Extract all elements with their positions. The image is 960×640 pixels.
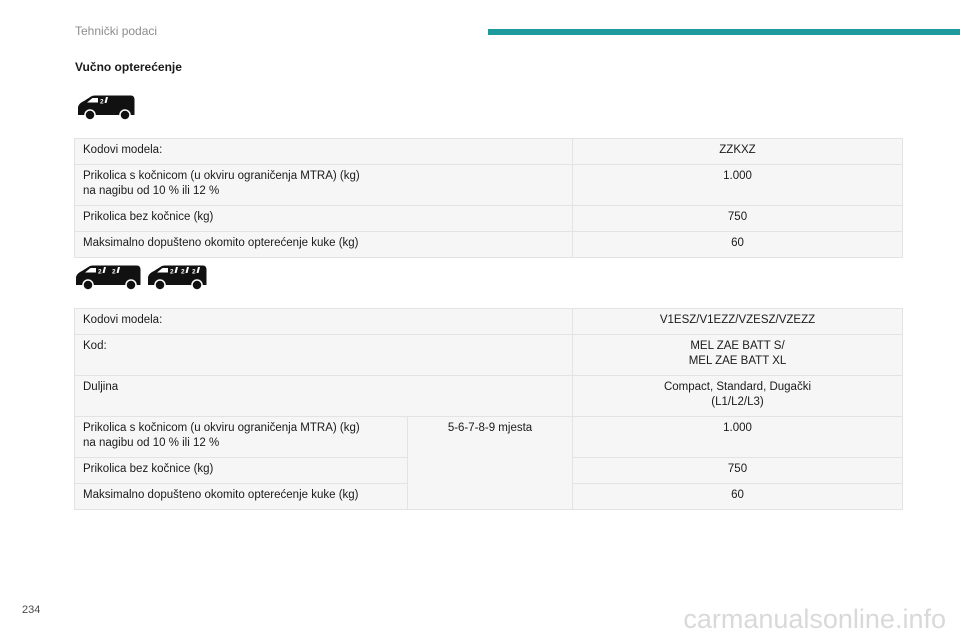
watermark: carmanualsonline.info: [683, 604, 946, 634]
table-label-cell: Maksimalno dopušteno okomito opterećenje kuke (kg): [75, 484, 408, 510]
table-row: [75, 335, 903, 376]
table-value-cell: ZZKXZ: [573, 139, 903, 165]
table-label-cell: Prikolica s kočnicom (u okviru ograničenja MTRA) (kg) na nagibu od 10 % ili 12 %: [75, 417, 408, 458]
table-label-cell: Duljina: [75, 376, 573, 417]
section-title: Vučno opterećenje: [75, 60, 182, 74]
table-value-cell: 750: [573, 206, 903, 232]
seats-cell: 5-6-7-8-9 mjesta: [408, 417, 573, 510]
table-label-cell: Kod:: [75, 335, 573, 376]
table-row: [75, 376, 903, 417]
table-label-cell: Maksimalno dopušteno okomito opterećenje kuke (kg): [75, 232, 573, 258]
svg-text:2: 2: [100, 98, 104, 106]
svg-text:2: 2: [98, 268, 102, 276]
towing-table-2: [74, 308, 903, 510]
svg-text:2: 2: [192, 268, 196, 276]
page-number: 234: [22, 604, 41, 616]
table-row: [75, 417, 903, 458]
van-short-side-icon: [74, 264, 142, 292]
svg-text:2: 2: [170, 268, 174, 276]
van-side-icon: [76, 94, 136, 122]
table-label-cell: Prikolica bez kočnice (kg): [75, 206, 573, 232]
table-value-cell: 1.000: [573, 165, 903, 206]
table-row: [75, 232, 903, 258]
table-value-cell: 750: [573, 458, 903, 484]
van-long-side-icon: [146, 264, 208, 292]
table-row: [75, 309, 903, 335]
table-value-cell: V1ESZ/V1EZZ/VZESZ/VZEZZ: [573, 309, 903, 335]
table-label-cell: Prikolica s kočnicom (u okviru ograničenja MTRA) (kg) na nagibu od 10 % ili 12 %: [75, 165, 573, 206]
table-label-cell: Kodovi modela:: [75, 139, 573, 165]
towing-table-1: [74, 138, 903, 258]
table-value-cell: Compact, Standard, Dugački (L1/L2/L3): [573, 376, 903, 417]
table-value-cell: 60: [573, 232, 903, 258]
header-title: Tehnički podaci: [75, 24, 158, 38]
table-row: [75, 165, 903, 206]
header-accent-bar: [488, 29, 960, 35]
table-row: [75, 206, 903, 232]
svg-text:2: 2: [181, 268, 185, 276]
table-value-cell: 60: [573, 484, 903, 510]
table-row: [75, 139, 903, 165]
table-value-cell: MEL ZAE BATT S/ MEL ZAE BATT XL: [573, 335, 903, 376]
table-label-cell: Prikolica bez kočnice (kg): [75, 458, 408, 484]
svg-text:2: 2: [112, 268, 116, 276]
table-label-cell: Kodovi modela:: [75, 309, 573, 335]
table-value-cell: 1.000: [573, 417, 903, 458]
